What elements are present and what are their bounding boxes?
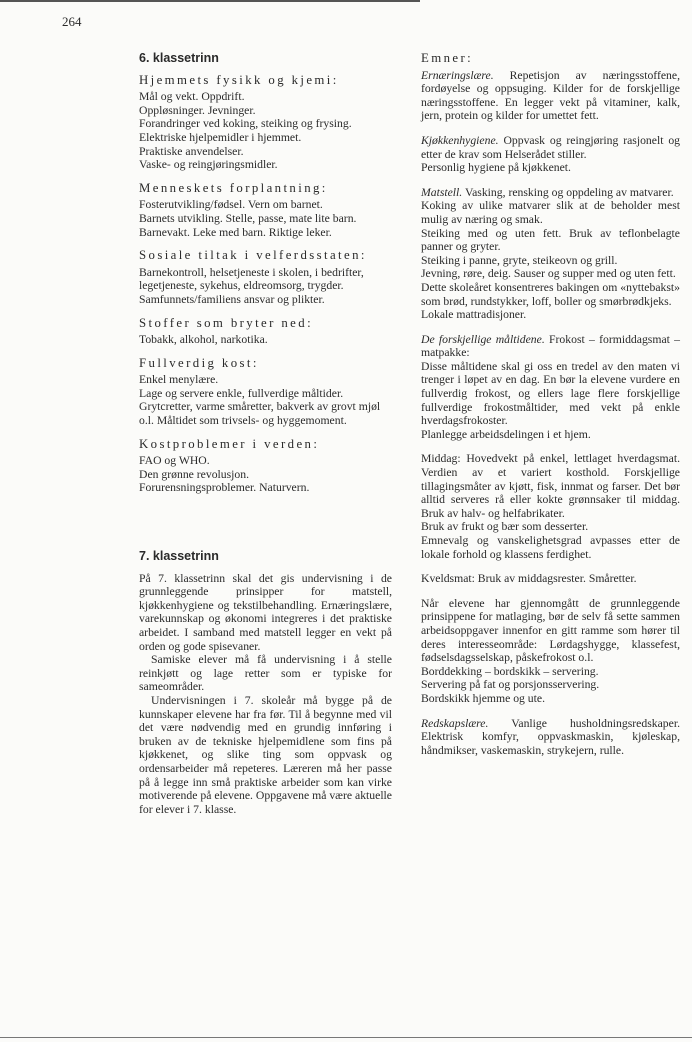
section-heading: Fullverdig kost: xyxy=(139,355,259,370)
topic-block xyxy=(421,186,680,322)
topic-line xyxy=(421,572,680,586)
section-line: Tobakk, alkohol, narkotika. xyxy=(139,333,268,347)
section-line: Mål og vekt. Oppdrift. xyxy=(139,90,245,104)
topic-text: Koking av ulike matvarer slik at de beholder mest mulig av næring og smak. xyxy=(421,199,680,226)
topic-block xyxy=(421,134,680,175)
section-heading: Menneskets forplantning: xyxy=(139,180,328,195)
topic-text: Kveldsmat: Bruk av middagsrester. Småretter. xyxy=(421,572,637,586)
topic-text: Dette skoleåret konsentreres bakingen om «nyttebakst» som brød, rundstykker, loff, boller og smørbrødkjeks. xyxy=(421,280,680,308)
topic-text: Vanlige husholdningsredskaper. Elektrisk komfyr, oppvaskmaskin, kjøleskap, håndmikser, vaskemaskin, strykejern, rulle. xyxy=(421,716,680,757)
topic-line xyxy=(421,452,680,520)
section-line: Lage og servere enkle, fullverdige måltider. xyxy=(139,386,344,400)
topic-text: Lokale mattradisjoner. xyxy=(421,308,527,322)
topic-line xyxy=(421,134,680,161)
grade6-section xyxy=(139,317,392,347)
topic-line xyxy=(421,69,680,123)
grade6-section xyxy=(139,249,392,306)
section-line: Barnekontroll, helsetjeneste i skolen, i bedrifter, legetjeneste, sykehus, eldreomsorg, trygder. xyxy=(139,265,364,293)
emner-heading: Emner: xyxy=(421,51,474,65)
section-line: Fosterutvikling/fødsel. Vern om barnet. xyxy=(139,198,323,212)
grade6-title: 6. klassetrinn xyxy=(139,51,219,65)
section-line: Forurensningsproblemer. Naturvern. xyxy=(139,481,310,495)
topic-line xyxy=(421,678,680,692)
topic-line xyxy=(421,227,680,254)
grade7-paragraph: Samiske elever må få undervisning i å stelle reinkjøtt og lage retter som er typiske for sameområder. xyxy=(139,653,392,694)
section-line: Enkel menylære. xyxy=(139,373,219,387)
section-line: Barnets utvikling. Stelle, passe, mate lite barn. xyxy=(139,211,357,225)
topic-text: Når elevene har gjennomgått de grunnleggende prinsippene for matlaging, bør de selv få sette sammen arbeidsoppgaver innenfor en gitt ramme som hører til deres interesseområde: Lørdagshygge, klassefest, fødselsdagsselskap, påskefrokost o.l. xyxy=(421,596,680,665)
section-line: Barnevakt. Leke med barn. Riktige leker. xyxy=(139,225,332,239)
section-line: Grytcretter, varme småretter, bakverk av grovt mjøl o.l. Måltidet som trivsels- og hyggemoment. xyxy=(139,400,381,428)
section-line: Vaske- og reingjøringsmidler. xyxy=(139,158,278,172)
topic-lead: Kjøkkenhygiene. xyxy=(421,133,499,147)
topic-line xyxy=(421,308,680,322)
topic-line xyxy=(421,428,680,442)
topic-line xyxy=(421,186,680,200)
topic-text: Borddekking – bordskikk – servering. xyxy=(421,664,599,678)
topic-text: Frokost – formiddagsmat – matpakke: xyxy=(421,332,680,360)
topic-line xyxy=(421,267,680,281)
bottom-rule xyxy=(0,1037,692,1038)
right-blocks xyxy=(421,69,680,758)
topic-text: Emnevalg og vanskelighetsgrad avpasses etter de lokale forhold og klassens ferdighet. xyxy=(421,534,680,561)
topic-lead: Redskapslære. xyxy=(421,716,489,730)
grade7-paragraph: Undervisningen i 7. skoleår må bygge på de kunnskaper elevene har fra før. Til å begynne med vil det være nødvendig med en grundig innføring i bruken av de tekniske hjelpemidlene som fins på kjøkkenet, og slike ting som oppvask og ordensarbeider må repeteres. Læreren må her passe på å legge inn små praktiske arbeider som kan virke motiverende på elevene. Oppgavene må være aktuelle for elever i 7. klasse. xyxy=(139,693,392,816)
grade7-title: 7. klassetrinn xyxy=(139,549,219,564)
topic-line xyxy=(421,692,680,706)
section-heading: Kostproblemer i verden: xyxy=(139,436,320,451)
topic-block xyxy=(421,717,680,758)
topic-lead: Ernæringslære. xyxy=(421,68,494,82)
topic-text: Middag: Hovedvekt på enkel, lettlaget hverdagsmat. Verdien av et variert kosthold. Forskjellige tillagingsmåter av kjøtt, fisk, innmat og farser. Det bør alltid serveres rå eller kokte grønnsaker til middag. Bruk av halv- og helfabrikater. xyxy=(421,452,680,520)
section-line: Elektriske hjelpemidler i hjemmet. xyxy=(139,130,302,144)
topic-line xyxy=(421,333,680,360)
topic-line xyxy=(421,534,680,561)
section-heading: Sosiale tiltak i velferdsstaten: xyxy=(139,248,367,263)
section-line: FAO og WHO. xyxy=(139,454,210,468)
grade6-section xyxy=(139,74,392,172)
topic-block xyxy=(421,452,680,561)
topic-text: Vasking, rensking og oppdeling av matvarer. xyxy=(464,185,674,199)
section-heading: Stoffer som bryter ned: xyxy=(139,315,314,330)
topic-line xyxy=(421,199,680,226)
grade6-section xyxy=(139,438,392,495)
section-line: Praktiske anvendelser. xyxy=(139,144,244,158)
topic-text: Bruk av frukt og bær som desserter. xyxy=(421,520,589,534)
topic-block xyxy=(421,69,680,123)
topic-lead: De forskjellige måltidene. xyxy=(421,332,545,346)
topic-text: Servering på fat og porsjonsservering. xyxy=(421,678,600,692)
topic-text: Steiking med og uten fett. Bruk av teflonbelagte panner og gryter. xyxy=(421,226,680,254)
section-line: Oppløsninger. Jevninger. xyxy=(139,103,256,117)
topic-lead: Matstell. xyxy=(421,185,463,199)
topic-line xyxy=(421,360,680,428)
grade6-section xyxy=(139,182,392,239)
topic-line xyxy=(421,665,680,679)
top-rule xyxy=(0,0,420,2)
left-column xyxy=(139,52,392,816)
topic-block xyxy=(421,597,680,706)
grade6-section xyxy=(139,357,392,428)
section-line: Forandringer ved koking, steiking og frysing. xyxy=(139,117,352,131)
topic-line xyxy=(421,520,680,534)
topic-line xyxy=(421,597,680,665)
section-line: Samfunnets/familiens ansvar og plikter. xyxy=(139,292,325,306)
right-column xyxy=(421,52,680,768)
grade7-paragraphs xyxy=(139,572,392,817)
topic-text: Planlegge arbeidsdelingen i et hjem. xyxy=(421,427,591,441)
topic-line xyxy=(421,161,680,175)
topic-line xyxy=(421,281,680,308)
topic-text: Jevning, røre, deig. Sauser og supper med og uten fett. xyxy=(421,267,676,281)
topic-text: Oppvask og reingjøring rasjonelt og etter de krav som Helserådet stiller. xyxy=(421,133,681,161)
topic-text: Bordskikk hjemme og ute. xyxy=(421,691,546,705)
topic-line xyxy=(421,717,680,758)
grade7-paragraph: På 7. klassetrinn skal det gis undervisning i de grunnleggende prinsipper for matstell, kjøkkenhygiene og tekstilbehandling. Ernæringslære, varekunnskap og økonomi integreres i det praktiske arbeidet. I samband med matstell legger en vekt på orden og gode spisevaner. xyxy=(139,571,392,653)
topic-text: Personlig hygiene på kjøkkenet. xyxy=(421,161,571,175)
section-heading: Hjemmets fysikk og kjemi: xyxy=(139,72,339,87)
topic-text: Repetisjon av næringsstoffene, fordøyelse og oppsuging. Kilder for de forskjellige næringsstoffene. En legger vekt på vitaminer, kalk, jern, protein og kilder for umettet fett. xyxy=(421,68,681,123)
page-number: 264 xyxy=(62,14,82,29)
section-line: Den grønne revolusjon. xyxy=(139,467,250,481)
topic-text: Steiking i panne, gryte, steikeovn og grill. xyxy=(421,253,618,267)
topic-block xyxy=(421,572,680,586)
grade6-sections xyxy=(139,74,392,495)
topic-text: Disse måltidene skal gi oss en tredel av den maten vi trenger i løpet av en dag. En bør la elevene vurdere en fullverdig frokost, og ellers lage flere forskjellige fullverdige frokostmåltider, med vekt på enkle hverdagsfrokoster. xyxy=(421,359,680,428)
topic-line xyxy=(421,254,680,268)
topic-block xyxy=(421,333,680,442)
